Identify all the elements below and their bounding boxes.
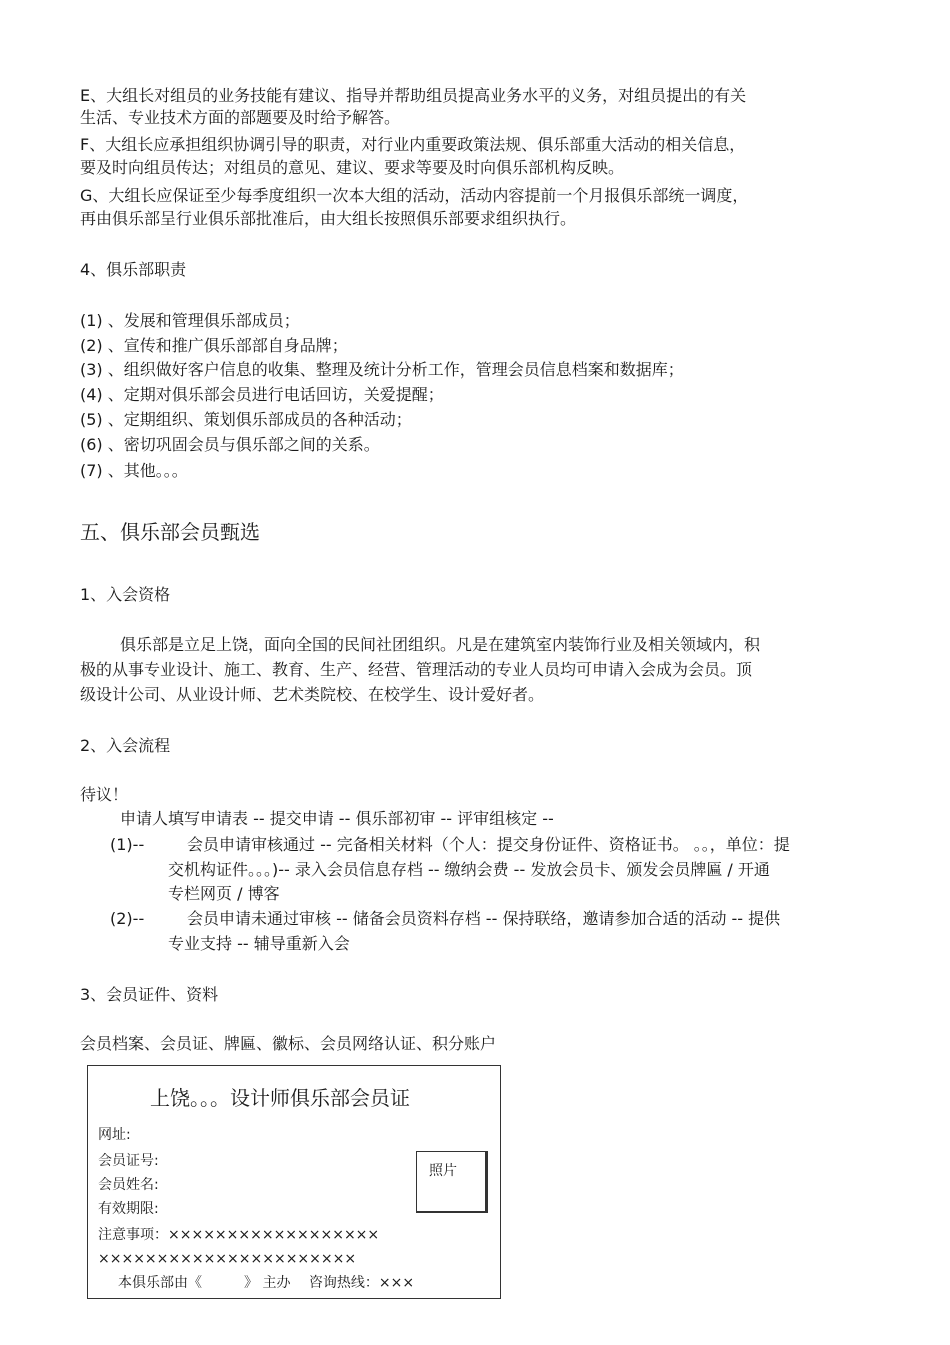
documents-list: 会员档案、会员证、牌匾、徽标、会员网络认证、积分账户	[80, 1034, 497, 1053]
case2-line2: 专业支持 -- 辅导重新入会	[168, 934, 350, 953]
member-card-name: 会员姓名:	[98, 1177, 159, 1193]
member-card-notes-line2: ××××××××××××××××××××××	[98, 1251, 357, 1267]
process-pending: 待议！	[80, 785, 129, 804]
duty-item: (4) 、定期对俱乐部会员进行电话回访，关爱提醒；	[80, 385, 444, 404]
qualification-heading: 1、入会资格	[80, 585, 171, 604]
photo-label: 照片	[429, 1163, 457, 1179]
duty-item: (1) 、发展和管理俱乐部成员；	[80, 311, 300, 330]
case2-line1: 会员申请未通过审核 -- 储备会员资料存档 -- 保持联络，邀请参加合适的活动 -- 提供	[187, 909, 781, 928]
duty-item: (5) 、定期组织、策划俱乐部成员的各种活动；	[80, 410, 412, 429]
case1-line2: 交机构证件。。。)-- 录入会员信息存档 -- 缴纳会费 -- 发放会员卡、颁发会员牌匾 / 开通	[168, 860, 770, 879]
duty-item: (2) 、宣传和推广俱乐部部自身品牌；	[80, 336, 348, 355]
item-g-line2: 再由俱乐部呈行业俱乐部批准后，由大组长按照俱乐部要求组织执行。	[80, 209, 577, 228]
documents-heading: 3、会员证件、资料	[80, 985, 219, 1004]
member-card-website: 网址:	[98, 1127, 131, 1143]
item-e-line1: E、大组长对组员的业务技能有建议、指导并帮助组员提高业务水平的义务，对组员提出的有关	[80, 86, 747, 105]
duty-item: (7) 、其他。。。	[80, 461, 188, 480]
member-card	[87, 1065, 501, 1299]
member-card-validity: 有效期限:	[98, 1201, 159, 1217]
case2-label: (2)--	[110, 909, 145, 928]
qualification-para-line2: 极的从事专业设计、施工、教育、生产、经营、管理活动的专业人员均可申请入会成为会员。顶	[80, 660, 753, 679]
member-card-title: 上饶。。。设计师俱乐部会员证	[150, 1086, 410, 1110]
club-duties-heading: 4、俱乐部职责	[80, 260, 187, 279]
member-card-number: 会员证号:	[98, 1153, 159, 1169]
duty-item: (3) 、组织做好客户信息的收集、整理及统计分析工作，管理会员信息档案和数据库；	[80, 360, 684, 379]
case1-line1: 会员申请审核通过 -- 完备相关材料（个人：提交身份证件、资格证书。 。。，单位：提	[187, 835, 790, 854]
process-heading: 2、入会流程	[80, 736, 171, 755]
item-e-line2: 生活、专业技术方面的部题要及时给予解答。	[80, 108, 401, 127]
photo-box	[416, 1151, 488, 1213]
qualification-para-line3: 级设计公司、从业设计师、艺术类院校、在校学生、设计爱好者。	[80, 685, 545, 704]
case1-label: (1)--	[110, 835, 145, 854]
item-f-line1: F、大组长应承担组织协调引导的职责，对行业内重要政策法规、俱乐部重大活动的相关信息，	[80, 135, 746, 154]
section5-heading: 五、俱乐部会员甄选	[80, 520, 260, 544]
item-g-line1: G、大组长应保证至少每季度组织一次本大组的活动，活动内容提前一个月报俱乐部统一调度，	[80, 186, 749, 205]
process-flow: 申请人填写申请表 -- 提交申请 -- 俱乐部初审 -- 评审组核定 --	[120, 809, 554, 828]
qualification-para-line1: 俱乐部是立足上饶，面向全国的民间社团组织。凡是在建筑室内装饰行业及相关领域内，积	[120, 635, 761, 654]
item-f-line2: 要及时向组员传达；对组员的意见、建议、要求等要及时向俱乐部机构反映。	[80, 158, 625, 177]
duty-item: (6) 、密切巩固会员与俱乐部之间的关系。	[80, 435, 380, 454]
case1-line3: 专栏网页 / 博客	[168, 884, 280, 903]
member-card-footer: 本俱乐部由《 》 主办 咨询热线：×××	[118, 1275, 415, 1291]
member-card-notes-line1: 注意事项：××××××××××××××××××	[98, 1227, 380, 1243]
